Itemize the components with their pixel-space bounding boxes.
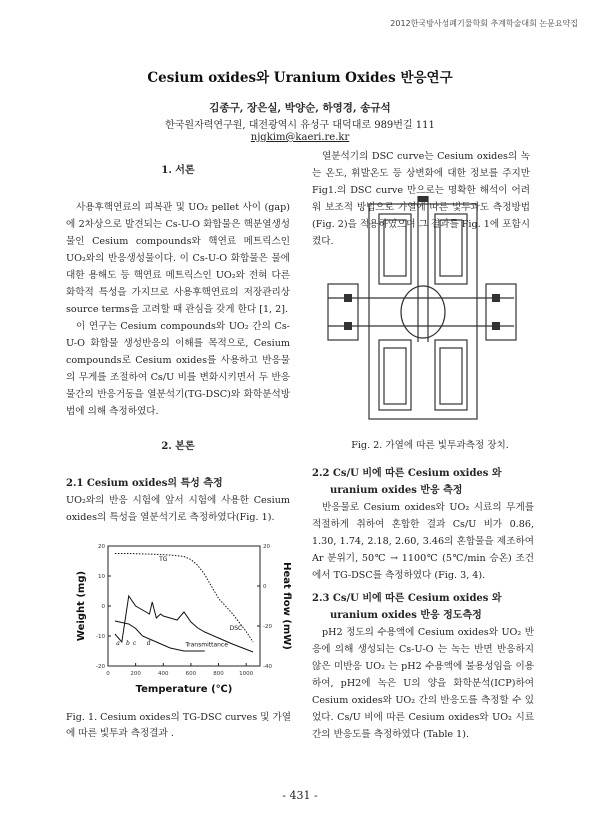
authors: 김종구, 장은실, 박양순, 하영경, 송규석 xyxy=(209,102,391,114)
y-left-tick-label: 0 xyxy=(101,604,105,610)
section-2-3-title-line2: uranium oxides 반응 정도측정 xyxy=(330,610,482,621)
x-tick-label: 400 xyxy=(158,671,169,677)
y-left-tick-label: -10 xyxy=(96,634,105,640)
series-label-transmittance: Transmittance xyxy=(185,641,228,649)
fig2-caption: Fig. 2. 가열에 따른 빛투과측정 장치. xyxy=(351,440,509,451)
paper-title: Cesium oxides와 Uranium Oxides 반응연구 xyxy=(147,70,453,86)
affiliation: 한국원자력연구원, 대전광역시 유성구 대덕대로 989번길 111 xyxy=(165,120,435,131)
y-right-tick-label: -40 xyxy=(263,664,272,670)
x-tick-label: 600 xyxy=(185,671,197,677)
fig2-apparatus-diagram xyxy=(314,192,528,442)
annotation-b: b xyxy=(125,640,130,647)
subsection-2-1-title: 2.1 Cesium oxides의 특성 측정 xyxy=(66,478,223,489)
y-left-axis-label: Weight (mg) xyxy=(76,570,87,642)
subsection-2-1-text: UO₂와의 반응 시험에 앞서 시험에 사용한 Cesium oxides의 특성을 열분석기로 측정하였다(Fig. 1). xyxy=(66,495,290,523)
x-tick-label: 0 xyxy=(106,671,110,677)
y-right-axis-label: Heat flow (mW) xyxy=(281,562,292,650)
section-2-2 xyxy=(312,465,534,584)
fig1-chart xyxy=(70,536,296,706)
apparatus-svg xyxy=(314,192,528,442)
light-detector xyxy=(486,284,516,340)
y-right-tick-label: 0 xyxy=(263,584,267,590)
y-left-tick-label: 10 xyxy=(98,574,105,580)
annotation-c: c xyxy=(132,640,137,647)
y-left-tick-label: 20 xyxy=(98,544,105,550)
x-tick-label: 800 xyxy=(213,671,224,677)
conference-header: 2012한국방사성폐기물학회 추계학술대회 논문요약집 xyxy=(390,19,578,28)
tg-dsc-chart-svg xyxy=(70,536,296,706)
right-intro-text: 열분석기의 DSC curve는 Cesium oxides의 녹는 온도, 휘발온도 등 상변화에 대한 정보를 주지만 Fig1.의 DSC curve 만으로는 명확한 해석이 어려워 보조적 방법으로 가열에 따른 빛투과도 측정방법(Fig. 2)을 적용하였으며 그 결과를 Fig. 1에 포함시켰다. xyxy=(312,151,530,247)
sample-crucible xyxy=(401,286,445,338)
section-2-2-title-line1: 2.2 Cs/U 비에 따른 Cesium oxides 와 xyxy=(312,468,502,479)
email-link[interactable]: njgkim@kaeri.re.kr xyxy=(250,132,350,143)
apparatus-outer-frame xyxy=(369,204,477,419)
intro-paragraph-1: 사용후핵연료의 피복관 및 UO₂ pellet 사이 (gap)에 2차상으로 발견되는 Cs-U-O 화합물은 핵분열생성물인 Cesium compounds와 핵연료 메트릭스인 UO₂와의 반응생성물이다. 이 Cs-U-O 화합물은 물에 대한 용해도 등 핵연료 메트릭스인 UO₂와 전혀 다른 화학적 특성을 가지므로 사용후핵연료의 저장관리상 source terms을 고려할 때 관심을 갖게 한다 [1, 2]. xyxy=(66,202,290,315)
plot-area xyxy=(108,546,260,666)
fig1-caption: Fig. 1. Cesium oxides의 TG-DSC curves 및 가열에 따른 빛투과 측정결과 . xyxy=(66,712,292,739)
section-2-3 xyxy=(312,590,534,743)
intro-paragraph-2: 이 연구는 Cesium compounds와 UO₂ 간의 Cs-U-O 화합물 생성반응의 이해를 목적으로, Cesium compounds로 Cesium oxides를 사용하고 반응물의 무게를 조절하여 Cs/U 비를 변화시키면서 두 반응물간의 반응거동을 열분석기(TG-DSC)와 화학분석방법에 의해 측정하였다. xyxy=(66,321,290,417)
x-axis-label: Temperature (℃) xyxy=(135,684,233,695)
body-heading: 2. 본론 xyxy=(161,441,195,452)
y-left-tick-label: -20 xyxy=(96,664,105,670)
section-2-3-text: pH2 정도의 수용액에 Cesium oxides와 UO₂ 반응에 의해 생성되는 Cs-U-O 는 녹는 반면 반응하지 않은 미반응 UO₂ 는 pH2 수용액에 불용성임을 이용하여, pH2에 녹은 U의 양을 화학분석(ICP)하여 Cesium oxides와 UO₂ 간의 반응도를 측정할 수 있었다. Cs/U 비에 따른 Cesium oxides와 UO₂ 시료간의 반응도를 측정하였다 (Table 1). xyxy=(312,627,534,740)
light-source xyxy=(328,284,358,340)
page-number: - 431 - xyxy=(282,789,318,802)
series-label-tg: TG xyxy=(159,556,168,563)
section-2-2-text: 반응물로 Cesium oxides와 UO₂ 시료의 무게를 적절하게 취하여 혼합한 결과 Cs/U 비가 0.86, 1.30, 1.74, 2.18, 2.60, 3.46의 혼합물을 제조하여 Ar 분위기, 50℃ → 1100℃ (5℃/min 승온) 조건에서 TG-DSC를 측정하였다 (Fig. 3, 4). xyxy=(312,502,534,581)
left-column xyxy=(66,162,290,526)
intro-heading: 1. 서론 xyxy=(161,165,195,176)
y-right-tick-label: 20 xyxy=(263,544,270,550)
annotation-d: d xyxy=(146,640,151,647)
section-2-3-title-line1: 2.3 Cs/U 비에 따른 Cesium oxides 와 xyxy=(312,593,502,604)
x-tick-label: 1000 xyxy=(239,671,254,677)
series-label-dsc: DSC xyxy=(229,625,243,632)
annotation-a: a xyxy=(116,640,120,647)
section-2-2-title-line2: uranium oxides 반응 측정 xyxy=(330,485,463,496)
y-right-tick-label: -20 xyxy=(263,624,272,630)
x-tick-label: 200 xyxy=(130,671,141,677)
